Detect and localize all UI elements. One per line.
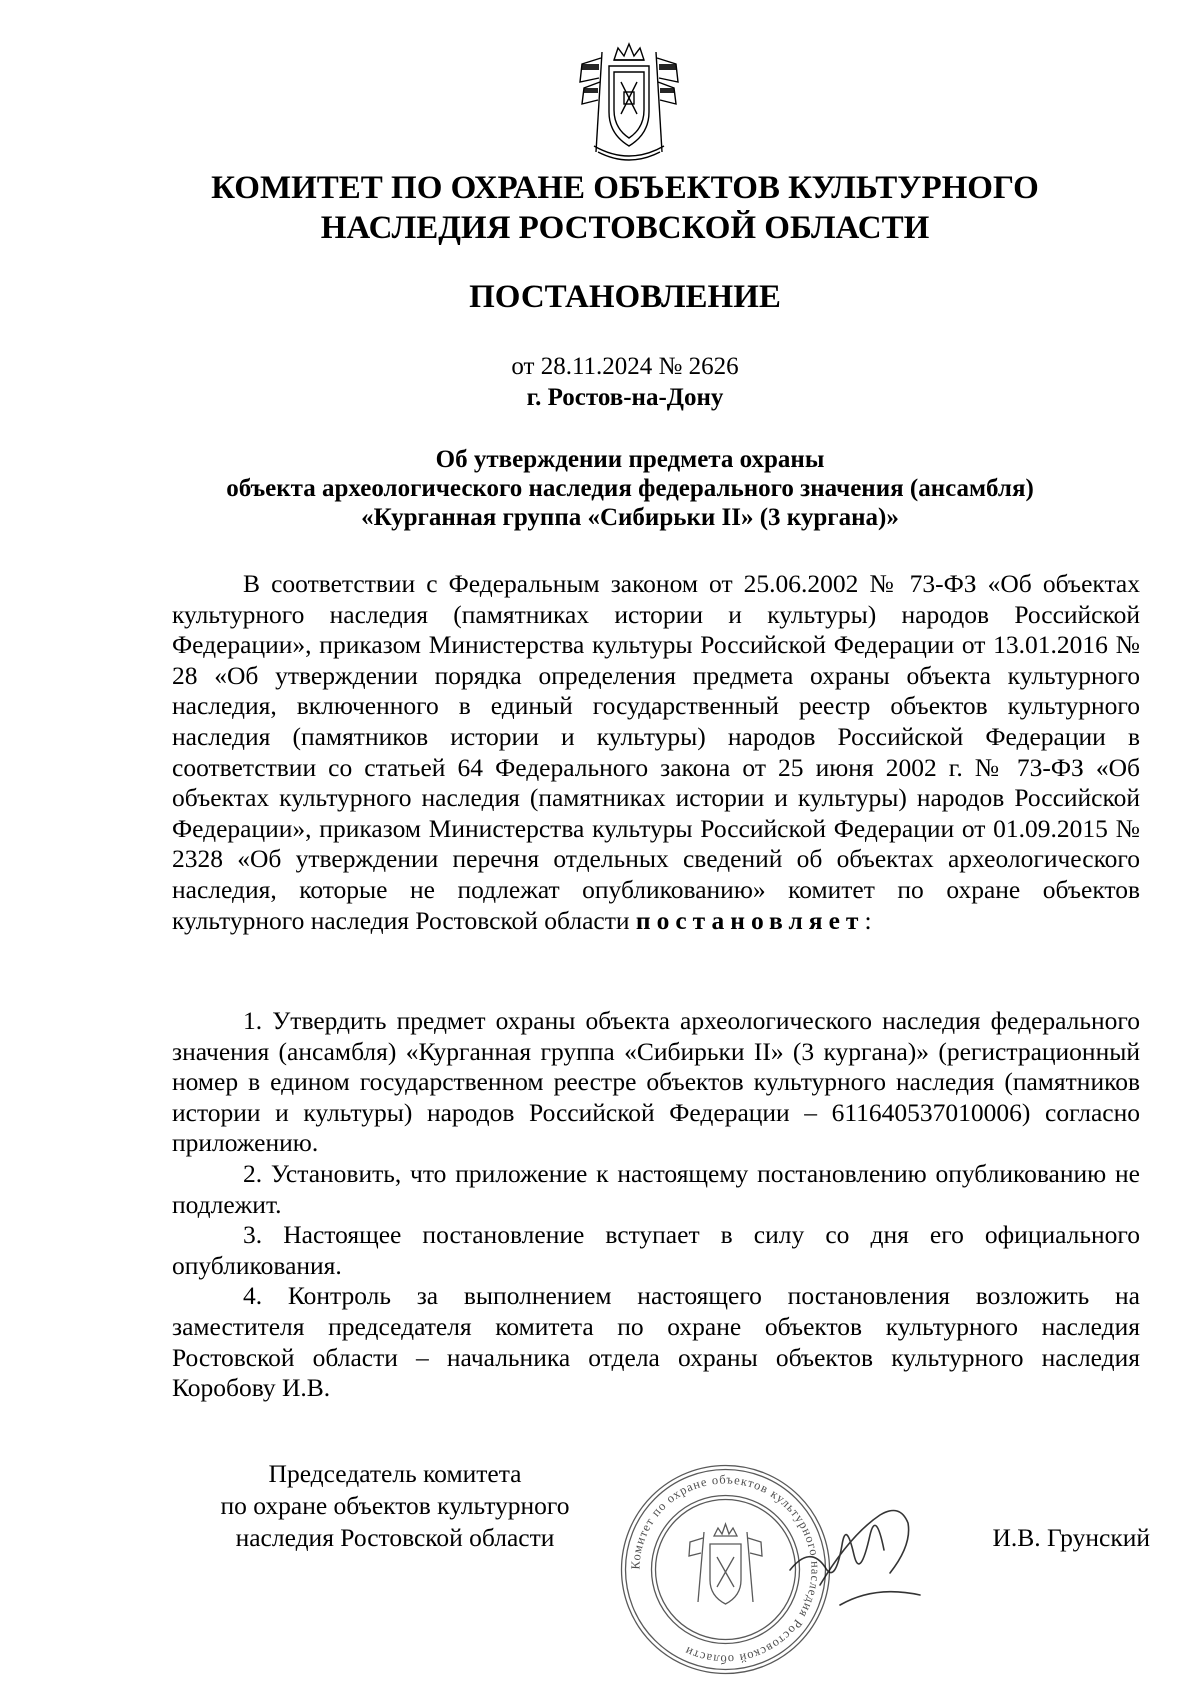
position-line-2: по охране объектов культурного	[220, 1491, 570, 1520]
document-kind: ПОСТАНОВЛЕНИЕ	[469, 279, 781, 315]
preamble-text: В соответствии с Федеральным законом от 25.06.2002 № 73-ФЗ «Об объектах культурного наследия (памятниках истории и культуры) народов Российской Федерации», приказом Министерства культуры Российской Федерации от 13.01.2016 № 28 «Об утверждении порядка определения предмета охраны объекта культурного наследия, включенного в единый государственный реестр объектов культурного наследия (памятников истории и культуры) народов Российской Федерации в соответствии со статьей 64 Федерального закона от 25 июня 2002 г. № 73-ФЗ «Об объектах культурного наследия (памятниках истории и культуры) народов Российской Федерации», приказом Министерства культуры Российской Федерации от 01.09.2015 № 2328 «Об утверждении перечня отдельных сведений об объектах археологического наследия, которые не подлежат опубликованию» комитет по охране объектов культурного наследия Ростовской области	[172, 569, 1140, 935]
subject-line-1: Об утверждении предмета охраны	[435, 446, 825, 473]
document-subject	[150, 445, 1110, 532]
document-city: г. Ростов-на-Дону	[526, 384, 724, 411]
subject-line-3: «Курганная группа «Сибирьки II» (3 кургана)»	[361, 504, 899, 531]
resolution-items	[172, 1006, 1140, 1404]
handwritten-signature-icon	[780, 1475, 930, 1645]
document-date-number: от 28.11.2024 № 2626	[511, 353, 739, 380]
preamble	[172, 569, 1140, 936]
org-line-1: КОМИТЕТ ПО ОХРАНЕ ОБЪЕКТОВ КУЛЬТУРНОГО	[211, 170, 1039, 206]
resolves-word: постановляет	[635, 905, 865, 935]
resolution-item-4: 4. Контроль за выполнением настоящего постановления возложить на заместителя председателя комитета по охране объектов культурного наследия Ростовской области – начальника отдела охраны объектов культурного наследия Коробову И.В.	[172, 1281, 1140, 1403]
signatory-name: И.В. Грунский	[992, 1523, 1150, 1552]
resolution-item-2: 2. Установить, что приложение к настоящему постановлению опубликованию не подлежит.	[172, 1158, 1140, 1219]
coat-of-arms-icon	[574, 42, 684, 166]
position-line-1: Председатель комитета	[268, 1459, 522, 1488]
preamble-paragraph	[172, 569, 1140, 936]
position-line-3: наследия Ростовской области	[235, 1523, 555, 1552]
organization-name	[170, 168, 1080, 248]
signatory-position	[170, 1458, 620, 1554]
preamble-colon: :	[864, 905, 872, 935]
subject-line-2: объекта археологического наследия федерального значения (ансамбля)	[226, 475, 1034, 502]
resolution-item-1: 1. Утвердить предмет охраны объекта археологического наследия федерального значения (ансамбля) «Курганная группа «Сибирьки II» (3 кургана)» (регистрационный номер в едином государственном реестре объектов культурного наследия (памятников истории и культуры) народов Российской Федерации – 611640537010006) согласно приложению.	[172, 1006, 1140, 1158]
resolution-item-3: 3. Настоящее постановление вступает в силу со дня его официального опубликования.	[172, 1220, 1140, 1280]
org-line-2: НАСЛЕДИЯ РОСТОВСКОЙ ОБЛАСТИ	[320, 210, 930, 246]
seal-text: Комитет по охране объектов культурного наследия Ростовской области	[628, 1472, 823, 1667]
